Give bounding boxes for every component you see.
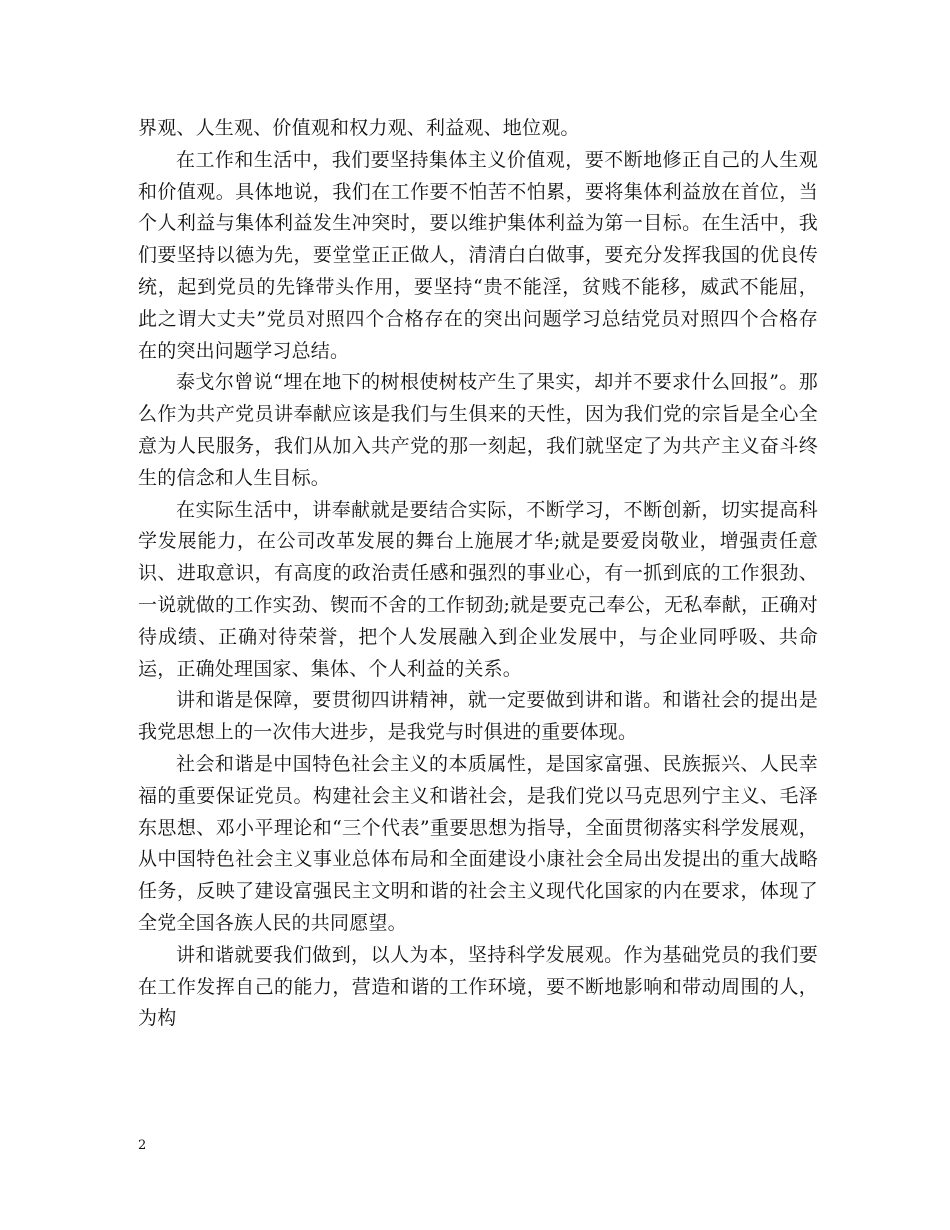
document-body xyxy=(138,113,818,1035)
paragraph-5: 讲和谐是保障，要贯彻四讲精神，就一定要做到讲和谐。和谐社会的提出是我党思想上的一次伟大进步，是我党与时俱进的重要体现。 xyxy=(138,689,818,744)
paragraph-3: 泰戈尔曾说“埋在地下的树根使树枝产生了果实，却并不要求什么回报”。那么作为共产党员讲奉献应该是我们与生俱来的天性，因为我们党的宗旨是全心全意为人民服务，我们从加入共产党的那一刻起，我们就坚定了为共产主义奋斗终生的信念和人生目标。 xyxy=(138,371,818,489)
page-number: 2 xyxy=(138,1138,147,1153)
paragraph-6: 社会和谐是中国特色社会主义的本质属性，是国家富强、民族振兴、人民幸福的重要保证党员。构建社会主义和谐社会，是我们党以马克思列宁主义、毛泽东思想、邓小平理论和“三个代表”重要思想为指导，全面贯彻落实科学发展观，从中国特色社会主义事业总体布局和全面建设小康社会全局出发提出的重大战略任务，反映了建设富强民主文明和谐的社会主义现代化国家的内在要求，体现了全党全国各族人民的共同愿望。 xyxy=(138,752,818,934)
paragraph-4: 在实际生活中，讲奉献就是要结合实际，不断学习，不断创新，切实提高科学发展能力，在公司改革发展的舞台上施展才华;就是要爱岗敬业，增强责任意识、进取意识，有高度的政治责任感和强烈的事业心，有一抓到底的工作狠劲、一说就做的工作实劲、锲而不舍的工作韧劲;就是要克己奉公，无私奉献，正确对待成绩、正确对待荣誉，把个人发展融入到企业发展中，与企业同呼吸、共命运，正确处理国家、集体、个人利益的关系。 xyxy=(138,498,818,680)
paragraph-1: 界观、人生观、价值观和权力观、利益观、地位观。 xyxy=(138,117,580,139)
paragraph-2: 在工作和生活中，我们要坚持集体主义价值观，要不断地修正自己的人生观和价值观。具体地说，我们在工作要不怕苦不怕累，要将集体利益放在首位，当个人利益与集体利益发生冲突时，要以维护集体利益为第一目标。在生活中，我们要坚持以德为先，要堂堂正正做人，清清白白做事，要充分发挥我国的优良传统，起到党员的先锋带头作用，要坚持“贵不能淫，贫贱不能移，威武不能屈，此之谓大丈夫”党员对照四个合格存在的突出问题学习总结党员对照四个合格存在的突出问题学习总结。 xyxy=(138,148,818,362)
paragraph-7: 讲和谐就要我们做到，以人为本，坚持科学发展观。作为基础党员的我们要在工作发挥自己的能力，营造和谐的工作环境，要不断地影响和带动周围的人，为构 xyxy=(138,943,818,1030)
